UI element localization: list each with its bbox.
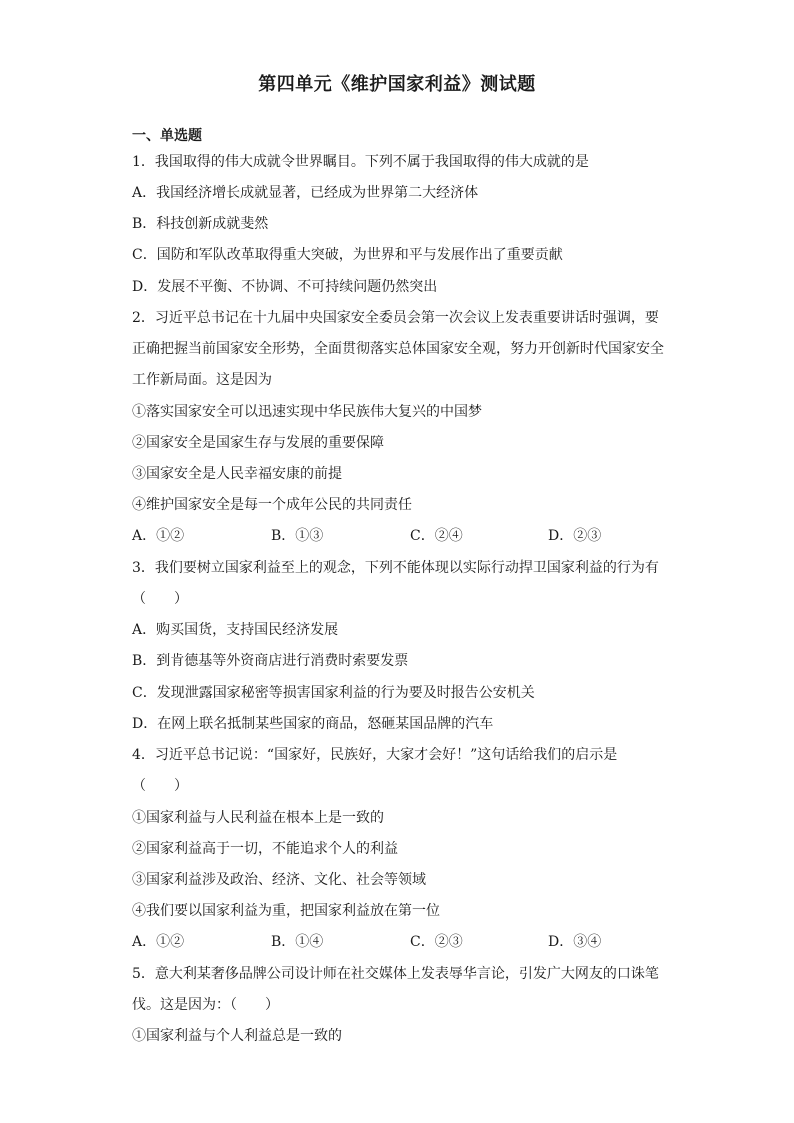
- page-title: 第四单元《维护国家利益》测试题: [258, 74, 536, 95]
- q2-option-a: A．①②: [132, 528, 185, 544]
- q4-stem-line-2: （ ）: [132, 778, 188, 794]
- q2-option-d: D．②③: [548, 528, 602, 544]
- q5-stem-line-1: 5．意大利某奢侈品牌公司设计师在社交媒体上发表辱华言论，引发广大网友的口诛笔: [132, 966, 659, 982]
- q4-option-c: C．②③: [410, 934, 463, 950]
- q5-stem-line-2: 伐。这是因为：（ ）: [132, 997, 279, 1013]
- q4-stem-line-1: 4．习近平总书记说：“国家好，民族好，大家才会好！”这句话给我们的启示是: [132, 747, 618, 763]
- q4-statement-1: ①国家利益与人民利益在根本上是一致的: [132, 810, 384, 826]
- q2-statement-3: ③国家安全是人民幸福安康的前提: [132, 466, 342, 482]
- q2-statement-4: ④维护国家安全是每一个成年公民的共同责任: [132, 497, 412, 513]
- q2-statement-2: ②国家安全是国家生存与发展的重要保障: [132, 435, 384, 451]
- q2-stem-line-3: 工作新局面。这是因为: [132, 372, 272, 388]
- q2-option-b: B．①③: [271, 528, 324, 544]
- q3-option-a: A．购买国货，支持国民经济发展: [132, 622, 339, 638]
- q3-option-c: C．发现泄露国家秘密等损害国家利益的行为要及时报告公安机关: [132, 685, 535, 701]
- q4-option-d: D．③④: [548, 934, 602, 950]
- q3-stem-line-2: （ ）: [132, 591, 188, 607]
- q1-option-c: C．国防和军队改革取得重大突破，为世界和平与发展作出了重要贡献: [132, 247, 563, 263]
- q4-option-b: B．①④: [271, 934, 324, 950]
- q1-stem: 1．我国取得的伟大成就令世界瞩目。下列不属于我国取得的伟大成就的是: [132, 154, 589, 170]
- section-heading: 一、单选题: [132, 128, 202, 144]
- q5-statement-1: ①国家利益与个人利益总是一致的: [132, 1028, 342, 1044]
- q4-option-a: A．①②: [132, 934, 185, 950]
- q4-statement-3: ③国家利益涉及政治、经济、文化、社会等领域: [132, 872, 426, 888]
- q4-statement-2: ②国家利益高于一切，不能追求个人的利益: [132, 841, 398, 857]
- q1-option-d: D．发展不平衡、不协调、不可持续问题仍然突出: [132, 279, 438, 295]
- q1-option-b: B．科技创新成就斐然: [132, 216, 269, 232]
- q3-stem-line-1: 3．我们要树立国家利益至上的观念，下列不能体现以实际行动捍卫国家利益的行为有: [132, 560, 659, 576]
- q3-option-b: B．到肯德基等外资商店进行消费时索要发票: [132, 653, 409, 669]
- q3-option-d: D．在网上联名抵制某些国家的商品，怒砸某国品牌的汽车: [132, 716, 494, 732]
- q2-stem-line-1: 2．习近平总书记在十九届中央国家安全委员会第一次会议上发表重要讲话时强调，要: [132, 310, 659, 326]
- q2-option-c: C．②④: [410, 528, 463, 544]
- q1-option-a: A．我国经济增长成就显著，已经成为世界第二大经济体: [132, 185, 479, 201]
- q4-statement-4: ④我们要以国家利益为重，把国家利益放在第一位: [132, 903, 440, 919]
- q2-stem-line-2: 正确把握当前国家安全形势，全面贯彻落实总体国家安全观，努力开创新时代国家安全: [132, 341, 664, 357]
- q2-statement-1: ①落实国家安全可以迅速实现中华民族伟大复兴的中国梦: [132, 404, 482, 420]
